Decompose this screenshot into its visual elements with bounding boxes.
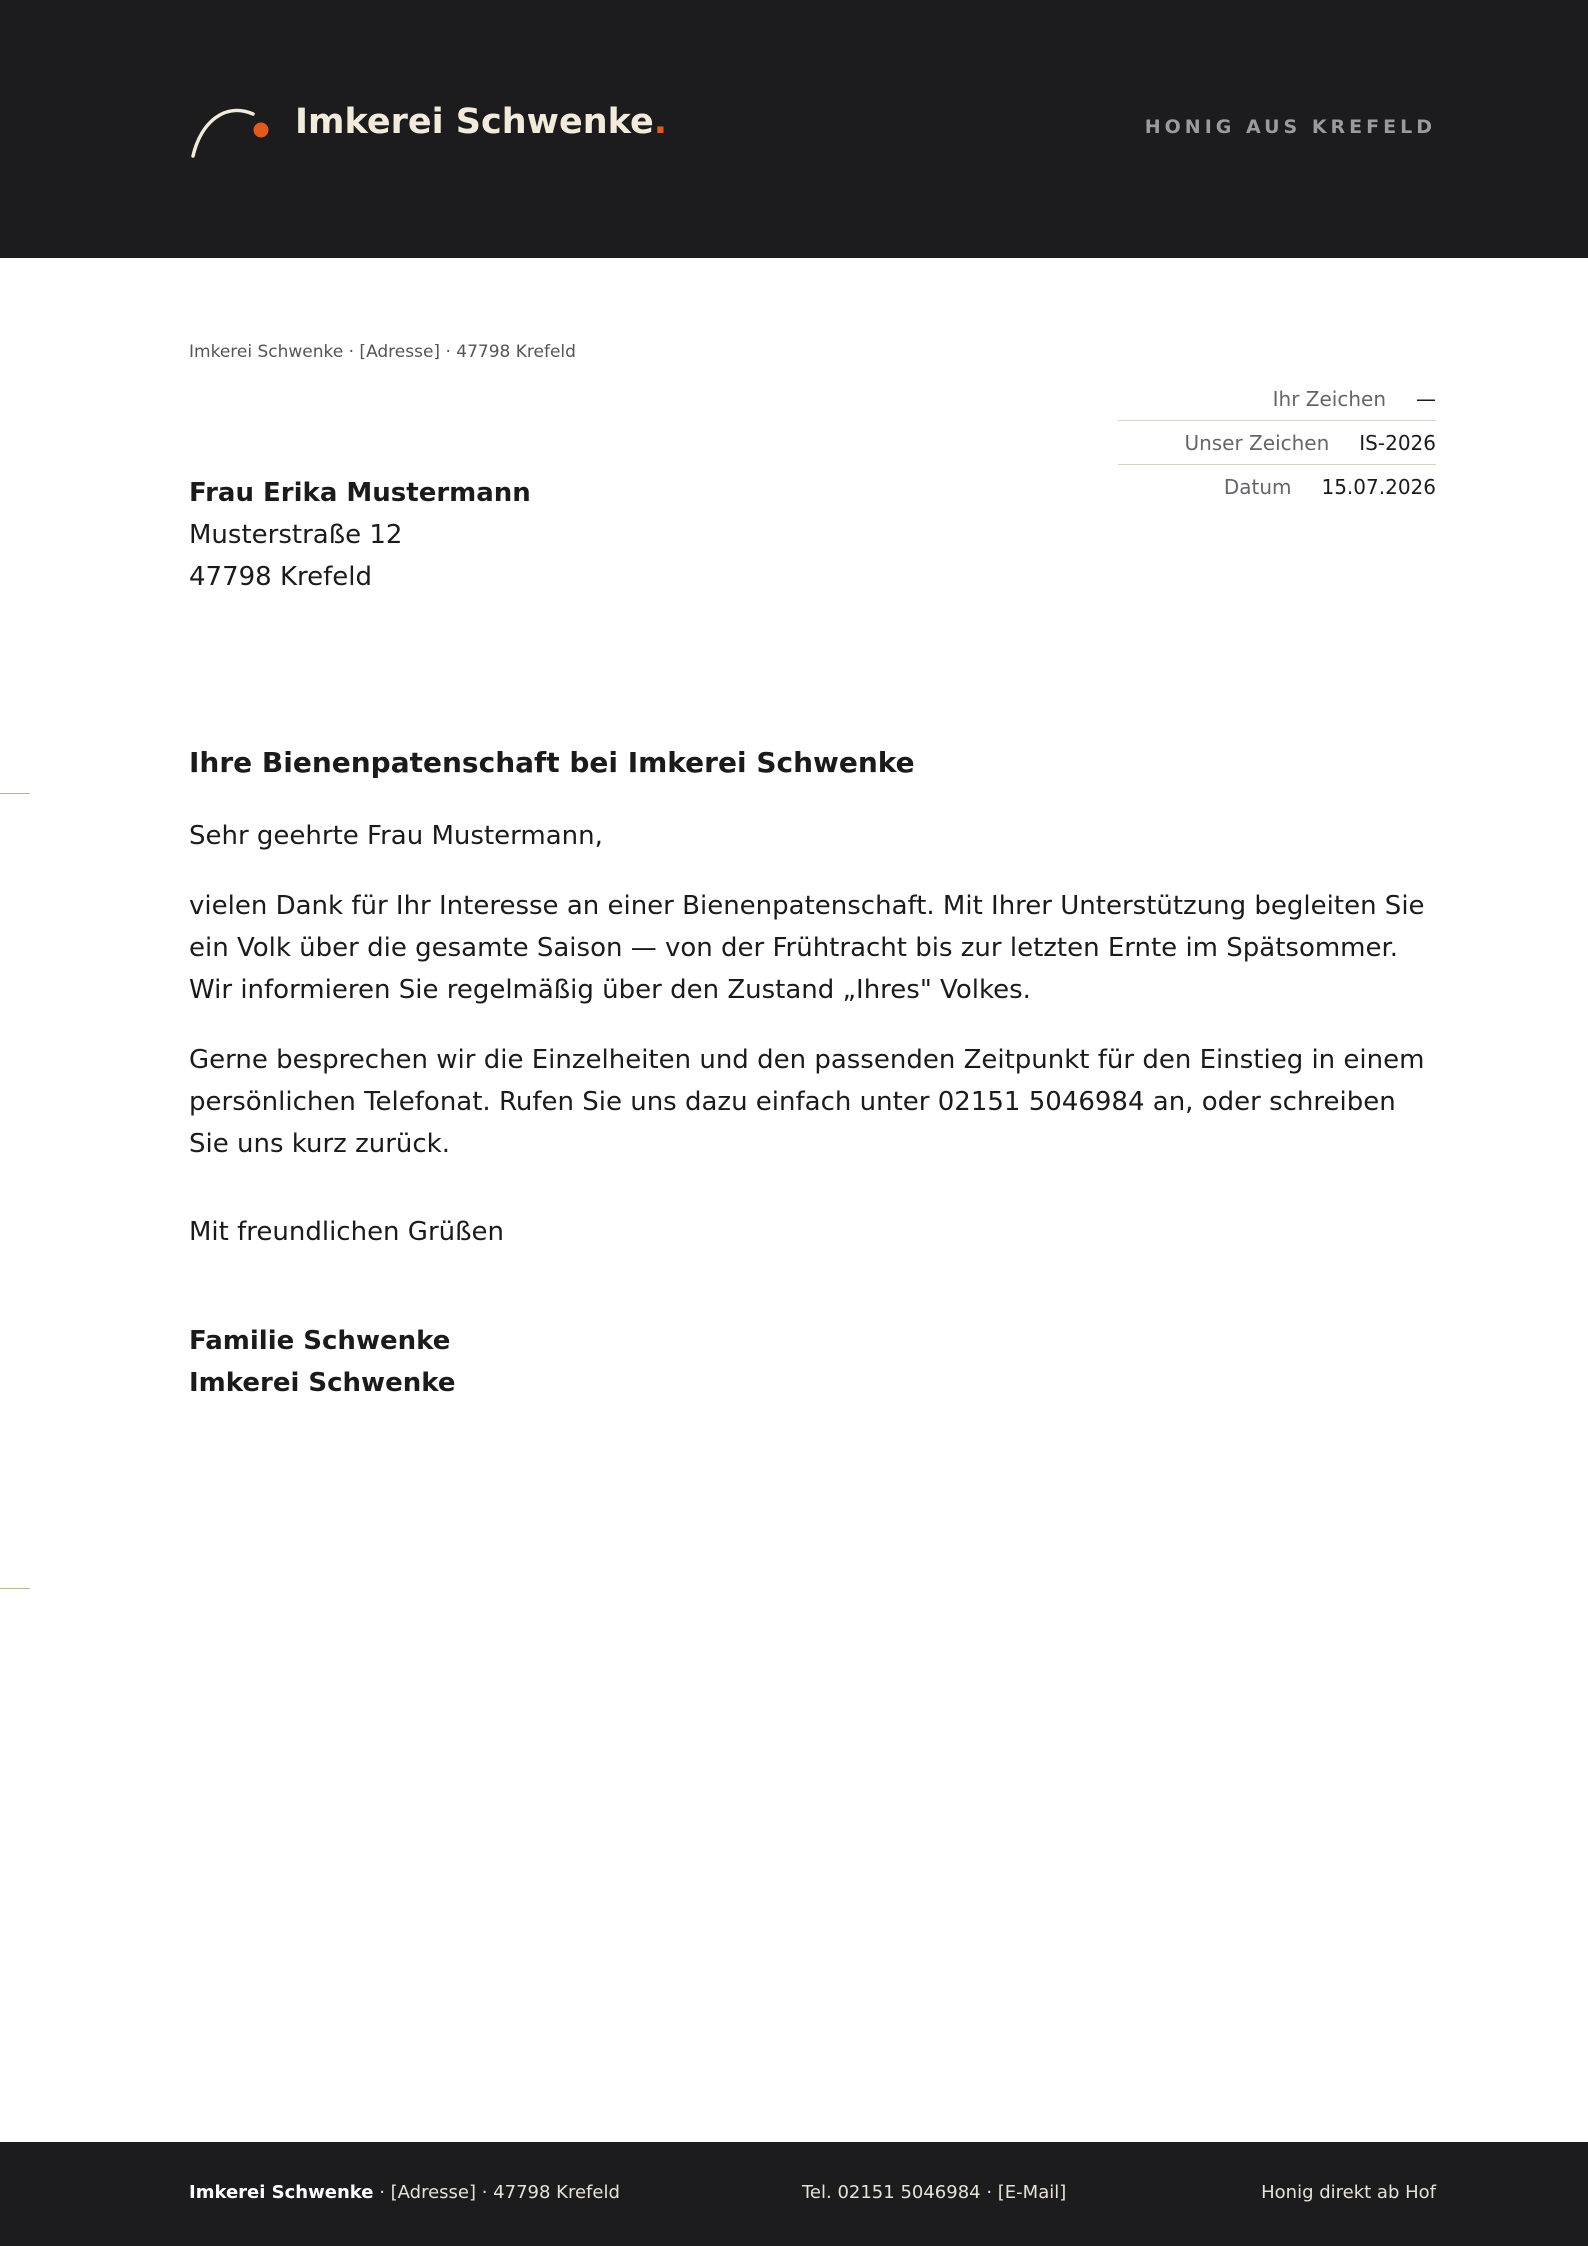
- body-paragraph-1: vielen Dank für Ihr Interesse an einer Bienenpatenschaft. Mit Ihrer Unterstützung begleiten Sie ein Volk über die gesamte Saison — von der Frühtracht bis zur letzten Ernte im Spätsommer. Wir informieren Sie regelmäßig über den Zustand „Ihres" Volkes.: [189, 891, 1425, 1005]
- brand-name-text: Imkerei Schwenke: [295, 102, 654, 142]
- brand-dot: .: [653, 102, 667, 142]
- tagline: HONIG AUS KREFELD: [1144, 116, 1436, 138]
- closing: Mit freundlichen Grüßen: [189, 1217, 504, 1247]
- reference-block: [1118, 377, 1436, 508]
- brand-name: [295, 102, 667, 142]
- recipient-name: Frau Erika Mustermann: [189, 478, 531, 508]
- signature: [189, 1320, 455, 1404]
- footer-contact: Tel. 02151 5046984 · [E-Mail]: [802, 2182, 1067, 2203]
- fold-mark-top: [0, 793, 30, 794]
- meta-row-datum: [1118, 464, 1436, 508]
- signature-line-2: Imkerei Schwenke: [189, 1368, 456, 1398]
- meta-row-unser-zeichen: [1118, 420, 1436, 464]
- signature-line-1: Familie Schwenke: [189, 1326, 451, 1356]
- body-paragraph-2: Gerne besprechen wir die Einzelheiten und den passenden Zeitpunkt für den Einstieg in einem persönlichen Telefonat. Rufen Sie uns dazu einfach unter 02151 5046984 an, oder schreiben Sie uns kurz zurück.: [189, 1045, 1425, 1159]
- letter-subject: Ihre Bienenpatenschaft bei Imkerei Schwenke: [189, 746, 915, 779]
- footer-address-text: · [Adresse] · 47798 Krefeld: [373, 2182, 620, 2203]
- recipient-street: Musterstraße 12: [189, 520, 403, 550]
- fold-mark-bottom: [0, 1588, 30, 1589]
- recipient-address: [189, 472, 531, 598]
- meta-value: IS-2026: [1359, 430, 1436, 455]
- meta-label: Ihr Zeichen: [1272, 386, 1386, 411]
- footer: [0, 2142, 1588, 2246]
- arc-sun-icon: [189, 100, 269, 160]
- footer-address: [189, 2182, 620, 2203]
- meta-label: Datum: [1223, 474, 1292, 499]
- meta-value: 15.07.2026: [1321, 474, 1436, 499]
- meta-value: —: [1416, 386, 1436, 411]
- meta-row-ihr-zeichen: [1118, 377, 1436, 420]
- meta-label: Unser Zeichen: [1184, 430, 1330, 455]
- recipient-city: 47798 Krefeld: [189, 562, 373, 592]
- letterhead: [0, 0, 1588, 258]
- footer-slogan: Honig direkt ab Hof: [1261, 2182, 1436, 2203]
- footer-company: Imkerei Schwenke: [189, 2182, 374, 2203]
- salutation: Sehr geehrte Frau Mustermann,: [189, 821, 603, 851]
- sender-line: Imkerei Schwenke · [Adresse] · 47798 Krefeld: [189, 342, 576, 362]
